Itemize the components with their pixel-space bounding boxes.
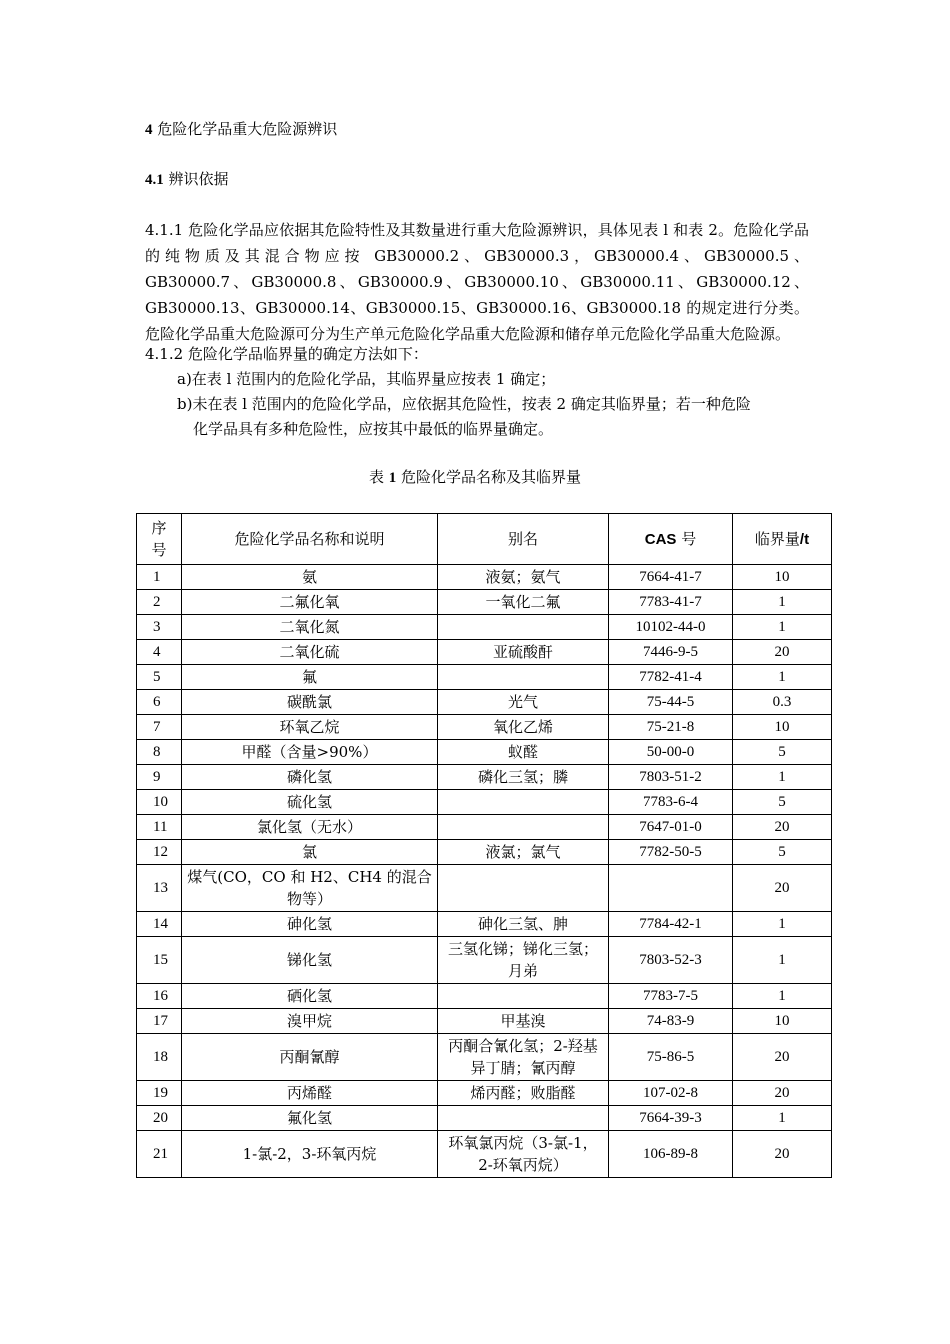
cell-seq: 5 [137, 665, 182, 690]
cell-name: 二氧化氮 [182, 615, 438, 640]
cell-amount: 10 [733, 1009, 832, 1034]
cell-amount: 1 [733, 912, 832, 937]
cell-alias: 磷化三氢；膦 [438, 765, 609, 790]
table-row [137, 1081, 832, 1106]
cell-alias: 蚁醛 [438, 740, 609, 765]
table-row [137, 790, 832, 815]
table-row [137, 912, 832, 937]
cell-name: 环氧乙烷 [182, 715, 438, 740]
cell-cas: 106-89-8 [609, 1131, 733, 1178]
cell-amount: 5 [733, 790, 832, 815]
cell-seq: 17 [137, 1009, 182, 1034]
header-seq-text: 序号 [151, 519, 167, 559]
cell-cas: 7803-52-3 [609, 937, 733, 984]
table-row [137, 1034, 832, 1081]
subsection-heading [145, 168, 229, 189]
cell-cas: 7647-01-0 [609, 815, 733, 840]
table-caption [0, 466, 950, 487]
cell-cas: 50-00-0 [609, 740, 733, 765]
cell-amount: 10 [733, 565, 832, 590]
cell-name: 二氧化硫 [182, 640, 438, 665]
cell-alias: 环氧氯丙烷（3-氯-1，2-环氧丙烷） [438, 1131, 609, 1178]
table-row [137, 1131, 832, 1178]
cell-cas: 75-86-5 [609, 1034, 733, 1081]
cell-seq: 10 [137, 790, 182, 815]
cell-seq: 20 [137, 1106, 182, 1131]
cell-name: 丙酮氰醇 [182, 1034, 438, 1081]
cell-cas: 107-02-8 [609, 1081, 733, 1106]
cell-name: 砷化氢 [182, 912, 438, 937]
header-name: 危险化学品名称和说明 [182, 514, 438, 565]
list-item-a: a)在表 l 范围内的危险化学品，其临界量应按表 1 确定； [177, 370, 556, 388]
cell-seq: 12 [137, 840, 182, 865]
table-row [137, 615, 832, 640]
cell-name: 甲醛（含量>90%） [182, 740, 438, 765]
cell-amount: 1 [733, 765, 832, 790]
cell-name: 氯化氢（无水） [182, 815, 438, 840]
cell-seq: 15 [137, 937, 182, 984]
cell-amount: 20 [733, 1034, 832, 1081]
subsection-heading-text: 辨识依据 [168, 170, 229, 188]
section-heading-number: 4 [145, 122, 153, 138]
table-row [137, 565, 832, 590]
table-row [137, 984, 832, 1009]
table-row [137, 815, 832, 840]
cell-alias: 砷化三氢、胂 [438, 912, 609, 937]
cell-alias [438, 790, 609, 815]
header-cas-suffix: 号 [676, 529, 697, 548]
cell-amount: 1 [733, 665, 832, 690]
table-row [137, 865, 832, 912]
table-row [137, 590, 832, 615]
cell-cas: 7782-50-5 [609, 840, 733, 865]
cell-alias: 烯丙醛；败脂醛 [438, 1081, 609, 1106]
table-row [137, 765, 832, 790]
cell-amount: 5 [733, 840, 832, 865]
chemical-table [136, 513, 832, 1178]
cell-alias [438, 665, 609, 690]
cell-alias [438, 1106, 609, 1131]
cell-alias: 甲基溴 [438, 1009, 609, 1034]
cell-name: 煤气(CO，CO 和 H2、CH4 的混合物等） [182, 865, 438, 912]
table-row [137, 640, 832, 665]
table-caption-prefix: 表 [368, 468, 389, 486]
table-row [137, 1106, 832, 1131]
list-item-b-line2: 化学品具有多种危险性，应按其中最低的临界量确定。 [193, 420, 554, 438]
cell-cas: 7782-41-4 [609, 665, 733, 690]
section-heading-text: 危险化学品重大危险源辨识 [157, 120, 338, 138]
cell-alias: 亚硫酸酐 [438, 640, 609, 665]
cell-name: 1-氯-2，3-环氧丙烷 [182, 1131, 438, 1178]
table-row [137, 937, 832, 984]
table-row [137, 690, 832, 715]
header-seq [137, 514, 182, 565]
cell-amount: 5 [733, 740, 832, 765]
cell-alias: 丙酮合氰化氢；2-羟基异丁腈；氰丙醇 [438, 1034, 609, 1081]
cell-amount: 1 [733, 984, 832, 1009]
table-caption-number: 1 [388, 470, 397, 486]
section-heading [145, 118, 337, 139]
cell-amount: 1 [733, 937, 832, 984]
cell-seq: 14 [137, 912, 182, 937]
cell-seq: 3 [137, 615, 182, 640]
cell-seq: 11 [137, 815, 182, 840]
cell-amount: 20 [733, 815, 832, 840]
table-caption-text: 危险化学品名称及其临界量 [396, 468, 582, 486]
cell-alias: 三氢化锑；锑化三氢；月弟 [438, 937, 609, 984]
cell-seq: 13 [137, 865, 182, 912]
header-amount-prefix: 临界量 [754, 529, 800, 548]
cell-cas: 7446-9-5 [609, 640, 733, 665]
cell-seq: 19 [137, 1081, 182, 1106]
cell-seq: 8 [137, 740, 182, 765]
cell-name: 氯 [182, 840, 438, 865]
cell-amount: 1 [733, 615, 832, 640]
cell-seq: 2 [137, 590, 182, 615]
cell-name: 硒化氢 [182, 984, 438, 1009]
cell-amount: 1 [733, 590, 832, 615]
table-row [137, 740, 832, 765]
table-row [137, 840, 832, 865]
table-row [137, 665, 832, 690]
cell-name: 锑化氢 [182, 937, 438, 984]
cell-cas [609, 865, 733, 912]
cell-cas: 75-21-8 [609, 715, 733, 740]
cell-name: 碳酰氯 [182, 690, 438, 715]
cell-seq: 7 [137, 715, 182, 740]
header-cas-bold: CAS [644, 530, 677, 548]
cell-alias: 液氨；氨气 [438, 565, 609, 590]
cell-amount: 0.3 [733, 690, 832, 715]
cell-amount: 20 [733, 1081, 832, 1106]
cell-name: 二氟化氧 [182, 590, 438, 615]
header-amount-unit: /t [799, 530, 810, 548]
cell-seq: 21 [137, 1131, 182, 1178]
table-row [137, 715, 832, 740]
cell-amount: 20 [733, 865, 832, 912]
cell-alias: 液氯；氯气 [438, 840, 609, 865]
cell-cas: 7664-41-7 [609, 565, 733, 590]
cell-name: 氟化氢 [182, 1106, 438, 1131]
header-cas [609, 514, 733, 565]
cell-cas: 7664-39-3 [609, 1106, 733, 1131]
table-body [137, 565, 832, 1178]
cell-alias [438, 815, 609, 840]
cell-name: 丙烯醛 [182, 1081, 438, 1106]
cell-cas: 74-83-9 [609, 1009, 733, 1034]
cell-seq: 6 [137, 690, 182, 715]
cell-name: 氨 [182, 565, 438, 590]
cell-alias [438, 615, 609, 640]
cell-seq: 16 [137, 984, 182, 1009]
subsection-heading-number: 4.1 [145, 172, 164, 188]
cell-cas: 7784-42-1 [609, 912, 733, 937]
paragraph-4-1-2: 4.1.2 危险化学品临界量的确定方法如下： [145, 345, 428, 363]
cell-cas: 7783-7-5 [609, 984, 733, 1009]
paragraph-4-1-1: 4.1.1 危险化学品应依据其危险特性及其数量进行重大危险源辨识，具体见表 l 和表 2。危险化学品的纯物质及其混合物应按 GB30000.2、GB30000.3，GB30000.4、GB30000.5、GB30000.7、GB30000.8、GB30000.9、GB30000.10、GB30000.11、GB30000.12、GB30000.13、GB30000.14、GB30000.15、GB30000.16、GB30000.18 的规定进行分类。危险化学品重大危险源可分为生产单元危险化学品重大危险源和储存单元危险化学品重大危险源。 [145, 221, 809, 343]
cell-seq: 4 [137, 640, 182, 665]
cell-seq: 1 [137, 565, 182, 590]
cell-cas: 7803-51-2 [609, 765, 733, 790]
cell-alias [438, 984, 609, 1009]
cell-name: 氟 [182, 665, 438, 690]
cell-name: 溴甲烷 [182, 1009, 438, 1034]
cell-amount: 20 [733, 1131, 832, 1178]
table-row [137, 1009, 832, 1034]
cell-cas: 7783-6-4 [609, 790, 733, 815]
header-alias: 别名 [438, 514, 609, 565]
cell-alias: 氧化乙烯 [438, 715, 609, 740]
cell-cas: 75-44-5 [609, 690, 733, 715]
cell-name: 磷化氢 [182, 765, 438, 790]
table-header-row [137, 514, 832, 565]
cell-name: 硫化氢 [182, 790, 438, 815]
list-item-b-line1: b)未在表 l 范围内的危险化学品，应依据其危险性，按表 2 确定其临界量；若一种危险 [177, 395, 751, 413]
cell-seq: 9 [137, 765, 182, 790]
cell-cas: 10102-44-0 [609, 615, 733, 640]
cell-alias: 一氧化二氟 [438, 590, 609, 615]
cell-seq: 18 [137, 1034, 182, 1081]
cell-amount: 10 [733, 715, 832, 740]
header-amount [733, 514, 832, 565]
cell-cas: 7783-41-7 [609, 590, 733, 615]
cell-amount: 1 [733, 1106, 832, 1131]
cell-amount: 20 [733, 640, 832, 665]
cell-alias [438, 865, 609, 912]
cell-alias: 光气 [438, 690, 609, 715]
